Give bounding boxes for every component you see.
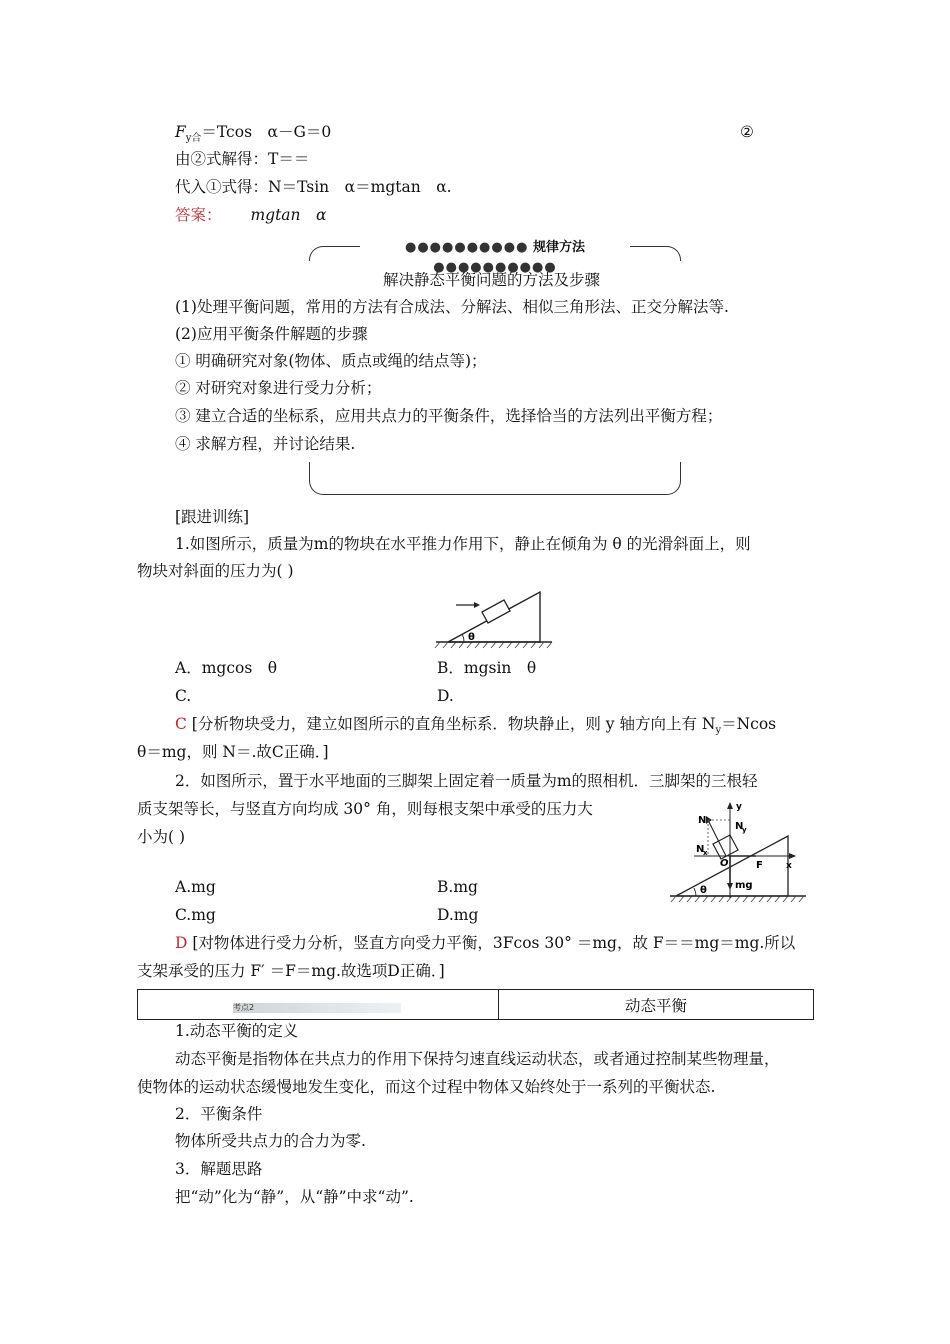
section-heading: 3．解题思路 [175,1160,263,1178]
q1-option-c[interactable]: C. [175,687,192,705]
topic-tag: 考点2 [233,1003,401,1013]
q1-expl-sub: y [715,725,722,737]
eq-f-sub: y合 [185,133,202,145]
label-ny: N [735,821,744,832]
q1-line-2: 物块对斜面的压力为( ) [137,562,294,580]
method-banner [360,238,630,275]
section-heading: 1.动态平衡的定义 [175,1022,299,1040]
label-ny-sub: y [742,826,747,834]
weight-arrowhead [727,883,733,890]
label-origin: O [720,858,729,869]
eq-f: F [175,123,186,141]
equation-line-3: 代入①式得：N＝Tsin α＝mgtan α. [175,178,452,196]
diagram-labels [696,802,792,896]
label-y: y [736,802,742,812]
q2-explanation-line-1 [175,933,795,953]
method-line: ③ 建立合适的坐标系，应用共点力的平衡条件，选择恰当的方法列出平衡方程； [175,407,723,425]
label-n: N [698,815,707,826]
training-heading: [跟进训练] [175,508,250,526]
label-f: F [756,860,763,871]
q2-expl-text: [对物体进行受力分析，竖直方向受力平衡，3Fcos 30° ＝mg，故 F＝＝mg＝mg.所以 [187,934,796,952]
answer-line [175,205,327,225]
answer-value: mgtan α [250,206,327,224]
equation-number: ② [740,123,754,141]
q2-line-2: 质支架等长，与竖直方向均成 30° 角，则每根支架中承受的压力大 [137,800,593,818]
method-title: 解决静态平衡问题的方法及步骤 [383,271,601,289]
paragraph-line: 把“动”化为“静”，从“静”中求“动”. [175,1188,414,1206]
q2-line-1: 2．如图所示，置于水平地面的三脚架上固定着一质量为m的照相机．三脚架的三根轻 [175,772,758,790]
equation-line-1 [175,122,331,149]
q2-option-b[interactable]: B.mg [437,878,478,896]
method-line: ② 对研究对象进行受力分析； [175,379,382,397]
incline-figure [434,588,554,652]
paragraph-line: 物体所受共点力的合力为零. [175,1132,366,1150]
force-diagram [668,798,808,910]
ground-hatch [435,642,552,648]
equation-line-2: 由②式解得：T＝＝ [175,150,310,168]
topic-header-table [137,989,814,1020]
block [482,600,510,623]
q1-expl-end: ＝Ncos [721,715,777,733]
section-heading: 2．平衡条件 [175,1105,263,1123]
q2-answer-letter: D [175,934,188,952]
method-box-bottom-frame [309,462,681,495]
q2-option-d[interactable]: D.mg [437,906,479,924]
eq-rest: ＝Tcos α－G＝0 [201,123,332,141]
push-arrowhead [474,602,480,608]
q1-explanation-line-1 [175,714,776,741]
q2-option-a[interactable]: A.mg [175,878,216,896]
method-line: (2)应用平衡条件解题的步骤 [175,325,368,343]
x-axis-arrowhead [789,853,796,859]
paragraph-line: 使物体的运动状态缓慢地发生变化，而这个过程中物体又始终处于一系列的平衡状态. [137,1078,716,1096]
label-mg: mg [735,880,753,891]
q1-option-a[interactable]: A．mgcos θ [175,659,278,677]
ground-hatch [671,896,804,902]
angle-arc [462,634,464,642]
method-line: ④ 求解方程，并讨论结果. [175,435,356,453]
q1-line-1: 1.如图所示，质量为m的物块在水平推力作用下，静止在倾角为 θ 的光滑斜面上，则 [175,535,751,553]
q1-answer-letter: C [175,715,187,733]
topic-tag-cell [138,990,499,1020]
topic-title-cell [499,990,814,1020]
paragraph-line: 动态平衡是指物体在共点力的作用下保持匀速直线运动状态，或者通过控制某些物理量， [175,1050,780,1068]
q1-explanation-line-2: θ＝mg，则 N＝.故C正确．] [137,743,329,761]
angle-theta-label: θ [468,632,475,643]
q1-option-d[interactable]: D. [437,687,454,705]
q2-explanation-line-2: 支架承受的压力 F′ ＝F＝mg.故选项D正确．] [137,962,445,980]
topic-title: 动态平衡 [624,996,687,1015]
method-line: (1)处理平衡问题，常用的方法有合成法、分解法、相似三角形法、正交分解法等. [175,298,729,316]
q1-expl-text: [分析物块受力，建立如图所示的直角坐标系．物块静止，则 y 轴方向上有 N [186,715,716,733]
label-nx: N [696,844,705,855]
banner-title: 规律方法 [532,240,585,255]
y-axis-arrowhead [727,802,733,809]
banner-dots-left: ●●●●●●●●●● [405,240,529,255]
answer-label: 答案： [175,206,222,224]
q2-line-3: 小为( ) [137,828,186,846]
q1-option-b[interactable]: B．mgsin θ [437,659,537,677]
method-line: ① 明确研究对象(物体、质点或绳的结点等)； [175,352,487,370]
angle-arc [694,888,696,896]
label-nx-sub: x [703,849,708,857]
q2-option-c[interactable]: C.mg [175,906,216,924]
label-theta: θ [700,885,707,896]
label-x: x [786,861,792,871]
banner-dots-right: ●●●●●●●●●● [433,260,557,275]
